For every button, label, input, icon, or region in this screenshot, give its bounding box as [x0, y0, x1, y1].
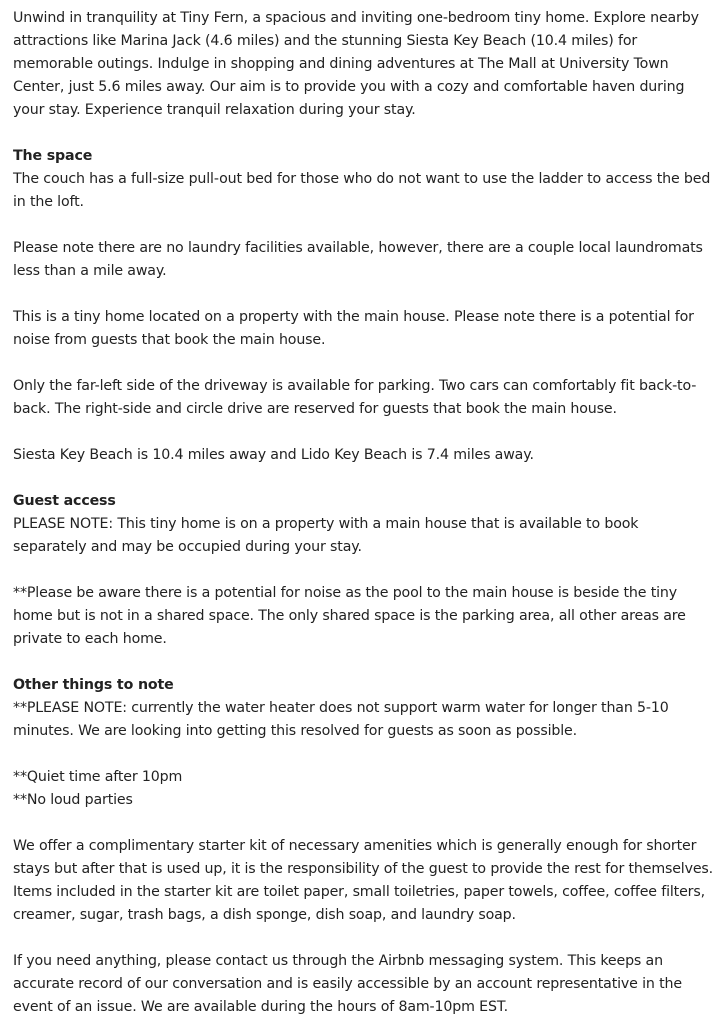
space-paragraph-parking: Only the far-left side of the driveway is available for parking. Two cars can comfortably fit back-to-back. The right-side and circle drive are reserved for guests that book the main house. [13, 378, 697, 417]
section-heading-guest-access: Guest access [13, 493, 116, 509]
section-heading-the-space: The space [13, 148, 93, 164]
guest-access-paragraph-noise: **Please be aware there is a potential for noise as the pool to the main house is beside the tiny home but is not in a shared space. The only shared space is the parking area, all other areas are private to each home. [13, 585, 686, 647]
section-other-things [13, 674, 714, 1019]
rule-quiet-time: **Quiet time after 10pm [13, 769, 183, 785]
rule-no-parties: **No loud parties [13, 792, 133, 808]
house-rules-list [13, 766, 714, 812]
other-things-paragraph-water-heater: **PLEASE NOTE: currently the water heater does not support warm water for longer than 5-10 minutes. We are looking into getting this resolved for guests as soon as possible. [13, 700, 669, 739]
section-guest-access [13, 490, 714, 651]
other-things-paragraph-contact: If you need anything, please contact us through the Airbnb messaging system. This keeps an accurate record of our conversation and is easily accessible by an account representative in the event of an issue. We are available during the hours of 8am-10pm EST. [13, 953, 682, 1015]
space-paragraph-main-house: This is a tiny home located on a property with the main house. Please note there is a potential for noise from guests that book the main house. [13, 309, 694, 348]
section-heading-other-things: Other things to note [13, 677, 174, 693]
guest-access-paragraph-note: PLEASE NOTE: This tiny home is on a property with a main house that is available to book separately and may be occupied during your stay. [13, 516, 639, 555]
other-things-paragraph-starter-kit: We offer a complimentary starter kit of necessary amenities which is generally enough for shorter stays but after that is used up, it is the responsibility of the guest to provide the rest for themselves. Items included in the starter kit are toilet paper, small toiletries, paper towels, coffee, coffee filters, creamer, sugar, trash bags, a dish sponge, dish soap, and laundry soap. [13, 838, 714, 923]
intro-paragraph: Unwind in tranquility at Tiny Fern, a spacious and inviting one-bedroom tiny home. Explore nearby attractions like Marina Jack (4.6 miles) and the stunning Siesta Key Beach (10.4 miles) for memorable outings. Indulge in shopping and dining adventures at The Mall at University Town Center, just 5.6 miles away. Our aim is to provide you with a cozy and comfortable haven during your stay. Experience tranquil relaxation during your stay. [13, 10, 699, 118]
section-the-space [13, 145, 714, 467]
space-paragraph-beaches: Siesta Key Beach is 10.4 miles away and Lido Key Beach is 7.4 miles away. [13, 447, 534, 463]
space-paragraph-laundry: Please note there are no laundry facilities available, however, there are a couple local laundromats less than a mile away. [13, 240, 703, 279]
space-paragraph-pullout-bed: The couch has a full-size pull-out bed for those who do not want to use the ladder to access the bed in the loft. [13, 171, 711, 210]
